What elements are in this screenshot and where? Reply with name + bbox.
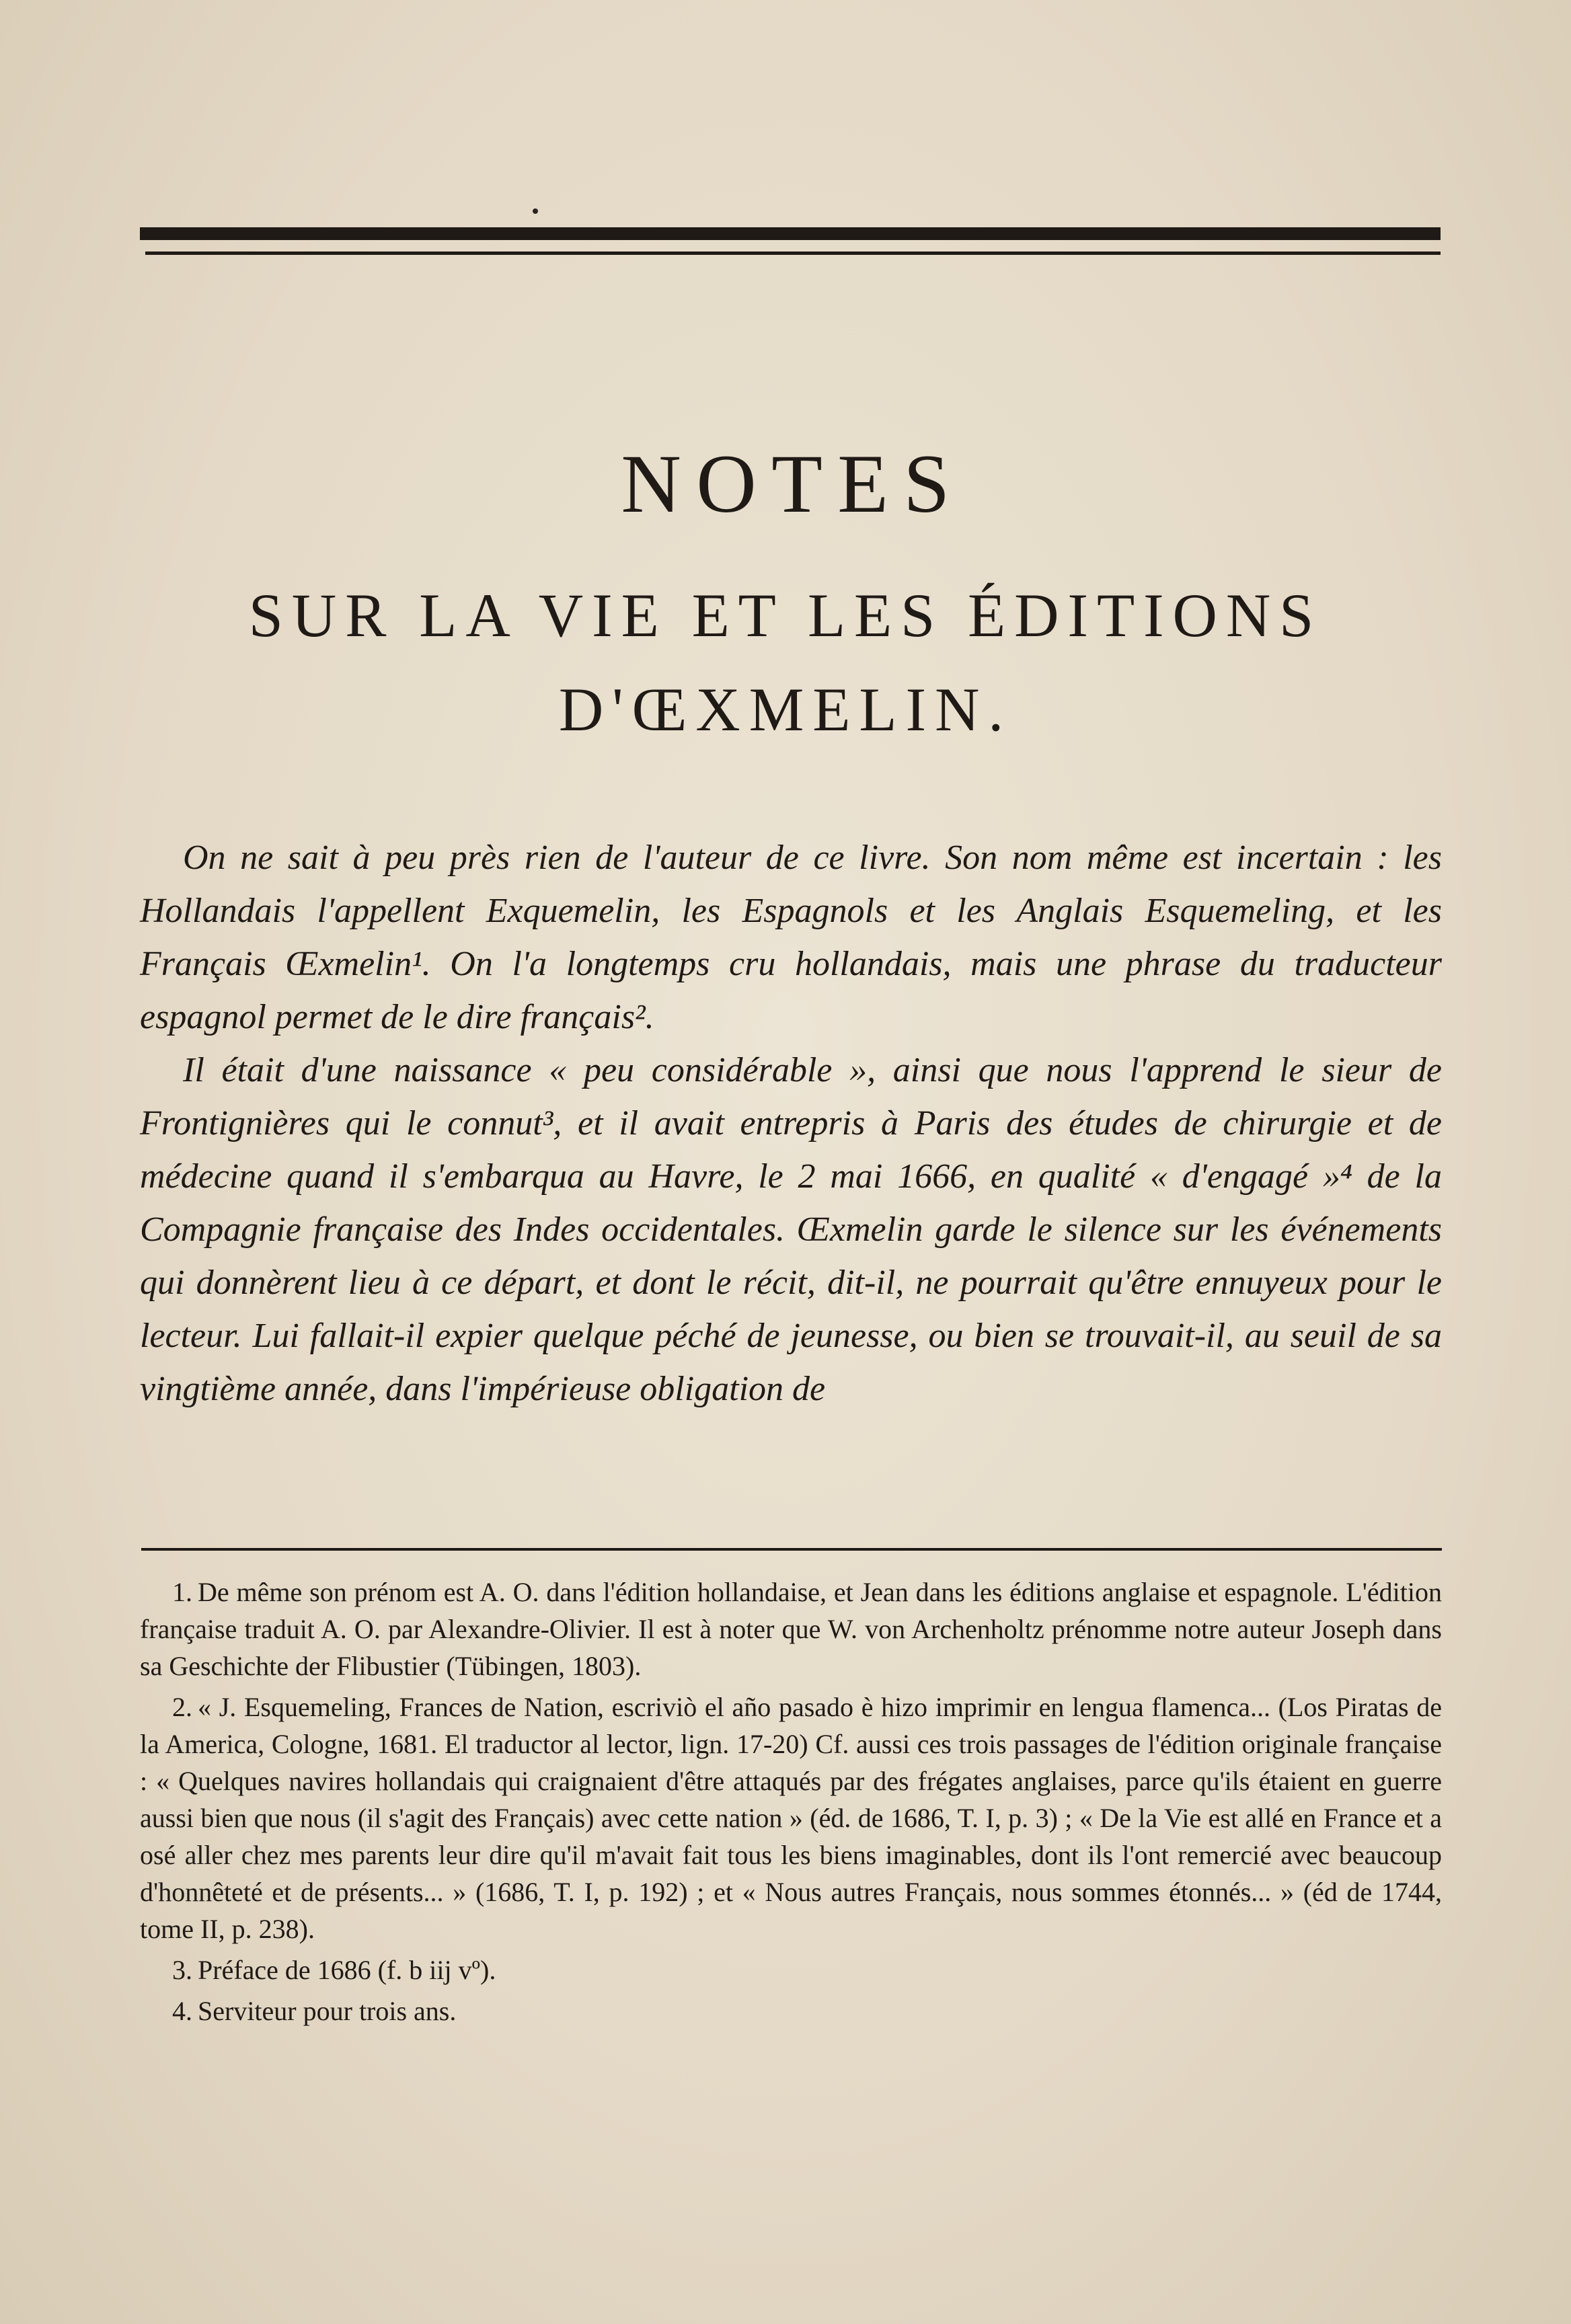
- paragraph: On ne sait à peu près rien de l'auteur de ce livre. Son nom même est incertain : les Hollandais l'appellent Exquemelin, les Espagnols et les Anglais Esquemeling, et les Français Œxmelin¹. On l'a longtemps cru hollandais, mais une phrase du traducteur espagnol permet de le dire français².: [140, 839, 1442, 1036]
- header-thick-rule: [140, 227, 1441, 240]
- footnote: [140, 1992, 1442, 2029]
- footnote-number: 4.: [172, 1996, 192, 2026]
- footnote-number: 1.: [172, 1577, 192, 1607]
- body-text: [140, 831, 1442, 1416]
- footnote-rule: [141, 1548, 1442, 1551]
- footnote-text: Serviteur pour trois ans.: [198, 1996, 457, 2026]
- footnote-number: 2.: [172, 1692, 192, 1722]
- subtitle-line: SUR LA VIE ET LES ÉDITIONS: [248, 581, 1323, 650]
- footnote-text: Préface de 1686 (f. b iij vº).: [198, 1955, 496, 1985]
- footnote: [140, 1951, 1442, 1988]
- title-notes: NOTES: [621, 438, 965, 530]
- footnote-number: 3.: [172, 1955, 192, 1985]
- footnote-text: « J. Esquemeling, Frances de Nation, escriviò el año pasado è hizo imprimir en lengua flamenca... (Los Piratas de la America, Cologne, 1681. El traductor al lector, lign. 17-20) Cf. aussi ces trois passages de l'édition originale française : « Quelques navires hollandais qui craignaient d'être attaqués par des frégates anglaises, parce qu'ils étaient en guerre aussi bien que nous (il s'agit des Français) avec cette nation » (éd. de 1686, T. I, p. 3) ; « De la Vie est allé en France et a osé aller chez mes parents leur dire qu'il m'avait fait tous les biens imaginables, dont ils l'ont remercié avec beaucoup d'honnêteté et de présents... » (1686, T. I, p. 192) ; et « Nous autres Français, nous sommes étonnés... » (éd de 1744, tome II, p. 238).: [140, 1692, 1442, 1944]
- header-thin-rule: [145, 251, 1441, 255]
- footnote: [140, 1689, 1442, 1947]
- subtitle-author: D'ŒXMELIN.: [558, 675, 1013, 744]
- footnotes: [140, 1574, 1442, 2034]
- footnote: [140, 1574, 1442, 1684]
- footnote-text: De même son prénom est A. O. dans l'édition hollandaise, et Jean dans les éditions anglaise et espagnole. L'édition française traduit A. O. par Alexandre-Olivier. Il est à noter que W. von Archenholtz prénomme notre auteur Joseph dans sa Geschichte der Flibustier (Tübingen, 1803).: [140, 1577, 1442, 1681]
- paragraph: Il était d'une naissance « peu considérable », ainsi que nous l'apprend le sieur de Frontignières qui le connut³, et il avait entrepris à Paris des études de chirurgie et de médecine quand il s'embarqua au Havre, le 2 mai 1666, en qualité « d'engagé »⁴ de la Compagnie française des Indes occidentales. Œxmelin garde le silence sur les événements qui donnèrent lieu à ce départ, et dont le récit, dit-il, ne pourrait qu'être ennuyeux pour le lecteur. Lui fallait-il expier quelque péché de jeunesse, ou bien se trouvait-il, au seuil de sa vingtième année, dans l'impérieuse obligation de: [140, 1051, 1442, 1408]
- ink-dot: [533, 208, 538, 214]
